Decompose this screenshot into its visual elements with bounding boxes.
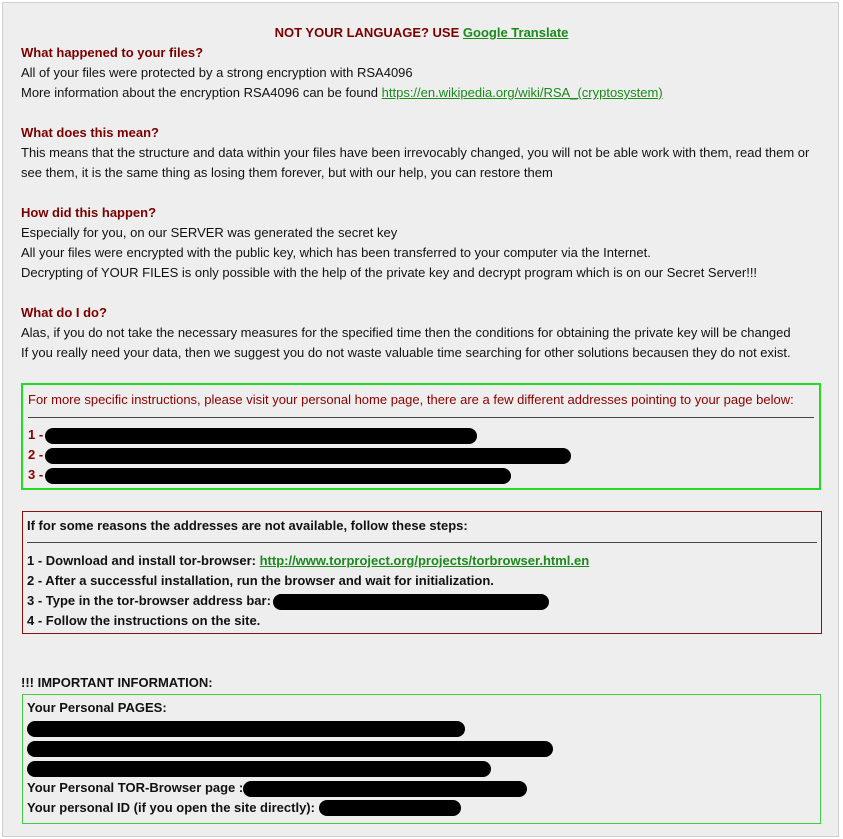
tor-page-label: Your Personal TOR-Browser page : bbox=[27, 780, 244, 795]
wikipedia-rsa-link[interactable]: https://en.wikipedia.org/wiki/RSA_(cryptosystem) bbox=[381, 85, 663, 100]
step-1 bbox=[27, 551, 589, 571]
section-heading-what-happened: What happened to your files? bbox=[21, 45, 204, 60]
instructions-intro: For more specific instructions, please visit your personal home page, there are a few different addresses pointing to your page below: bbox=[28, 392, 794, 407]
section-text: All of your files were protected by a strong encryption with RSA4096 bbox=[21, 65, 413, 80]
redacted-personal-page-link[interactable] bbox=[27, 741, 553, 757]
redacted-address-link[interactable] bbox=[45, 468, 511, 484]
section-text: Decrypting of YOUR FILES is only possible with the help of the private key and decrypt program which is on our Secret Server!!! bbox=[21, 265, 758, 280]
redacted-address-link[interactable] bbox=[45, 448, 571, 464]
section-text: All your files were encrypted with the public key, which has been transferred to your computer via the Internet. bbox=[21, 245, 651, 260]
section-heading-how-did-this-happen: How did this happen? bbox=[21, 205, 157, 220]
personal-id-label: Your personal ID (if you open the site directly): bbox=[27, 800, 315, 815]
redacted-personal-page-link[interactable] bbox=[27, 721, 465, 737]
redacted-personal-page-link[interactable] bbox=[27, 761, 491, 777]
redacted-onion-address bbox=[273, 594, 549, 610]
section-text: Alas, if you do not take the necessary measures for the specified time then the conditions for obtaining the private key will be changed bbox=[21, 325, 791, 340]
encryption-info-prefix: More information about the encryption RSA4096 can be found bbox=[21, 85, 379, 100]
step-1-text: 1 - Download and install tor-browser: bbox=[27, 553, 256, 568]
address-number: 2 - bbox=[28, 447, 44, 462]
section-heading-what-does-this-mean: What does this mean? bbox=[21, 125, 159, 140]
important-info-box bbox=[22, 694, 821, 824]
address-number: 1 - bbox=[28, 427, 44, 442]
personal-home-page-box bbox=[21, 383, 821, 490]
steps-intro: If for some reasons the addresses are not available, follow these steps: bbox=[27, 518, 468, 533]
step-2: 2 - After a successful installation, run the browser and wait for initialization. bbox=[27, 573, 494, 588]
personal-pages-label: Your Personal PAGES: bbox=[27, 700, 167, 715]
ransom-note-page bbox=[2, 2, 839, 837]
encryption-info-line bbox=[21, 83, 663, 103]
redacted-personal-id bbox=[319, 800, 461, 816]
section-text: see them, it is the same thing as losing them forever, but with our help, you can restore them bbox=[21, 165, 553, 180]
page-title bbox=[3, 23, 840, 43]
important-info-heading: !!! IMPORTANT INFORMATION: bbox=[21, 675, 213, 690]
redacted-address-link[interactable] bbox=[45, 428, 477, 444]
title-prefix: NOT YOUR LANGUAGE? USE bbox=[274, 25, 460, 40]
torproject-link[interactable]: http://www.torproject.org/projects/torbrowser.html.en bbox=[259, 553, 590, 568]
google-translate-link[interactable]: Google Translate bbox=[462, 25, 569, 40]
section-text: Especially for you, on our SERVER was generated the secret key bbox=[21, 225, 398, 240]
step-3: 3 - Type in the tor-browser address bar: bbox=[27, 593, 271, 608]
tor-steps-box bbox=[22, 511, 822, 634]
section-text: If you really need your data, then we suggest you do not waste valuable time searching for other solutions becausen they do not exist. bbox=[21, 345, 791, 360]
redacted-tor-page bbox=[243, 781, 527, 797]
section-heading-what-do-i-do: What do I do? bbox=[21, 305, 107, 320]
step-4: 4 - Follow the instructions on the site. bbox=[27, 613, 261, 628]
section-text: This means that the structure and data within your files have been irrevocably changed, you will not be able work with them, read them or bbox=[21, 145, 810, 160]
address-number: 3 - bbox=[28, 467, 44, 482]
divider bbox=[27, 542, 817, 543]
divider bbox=[28, 417, 814, 418]
